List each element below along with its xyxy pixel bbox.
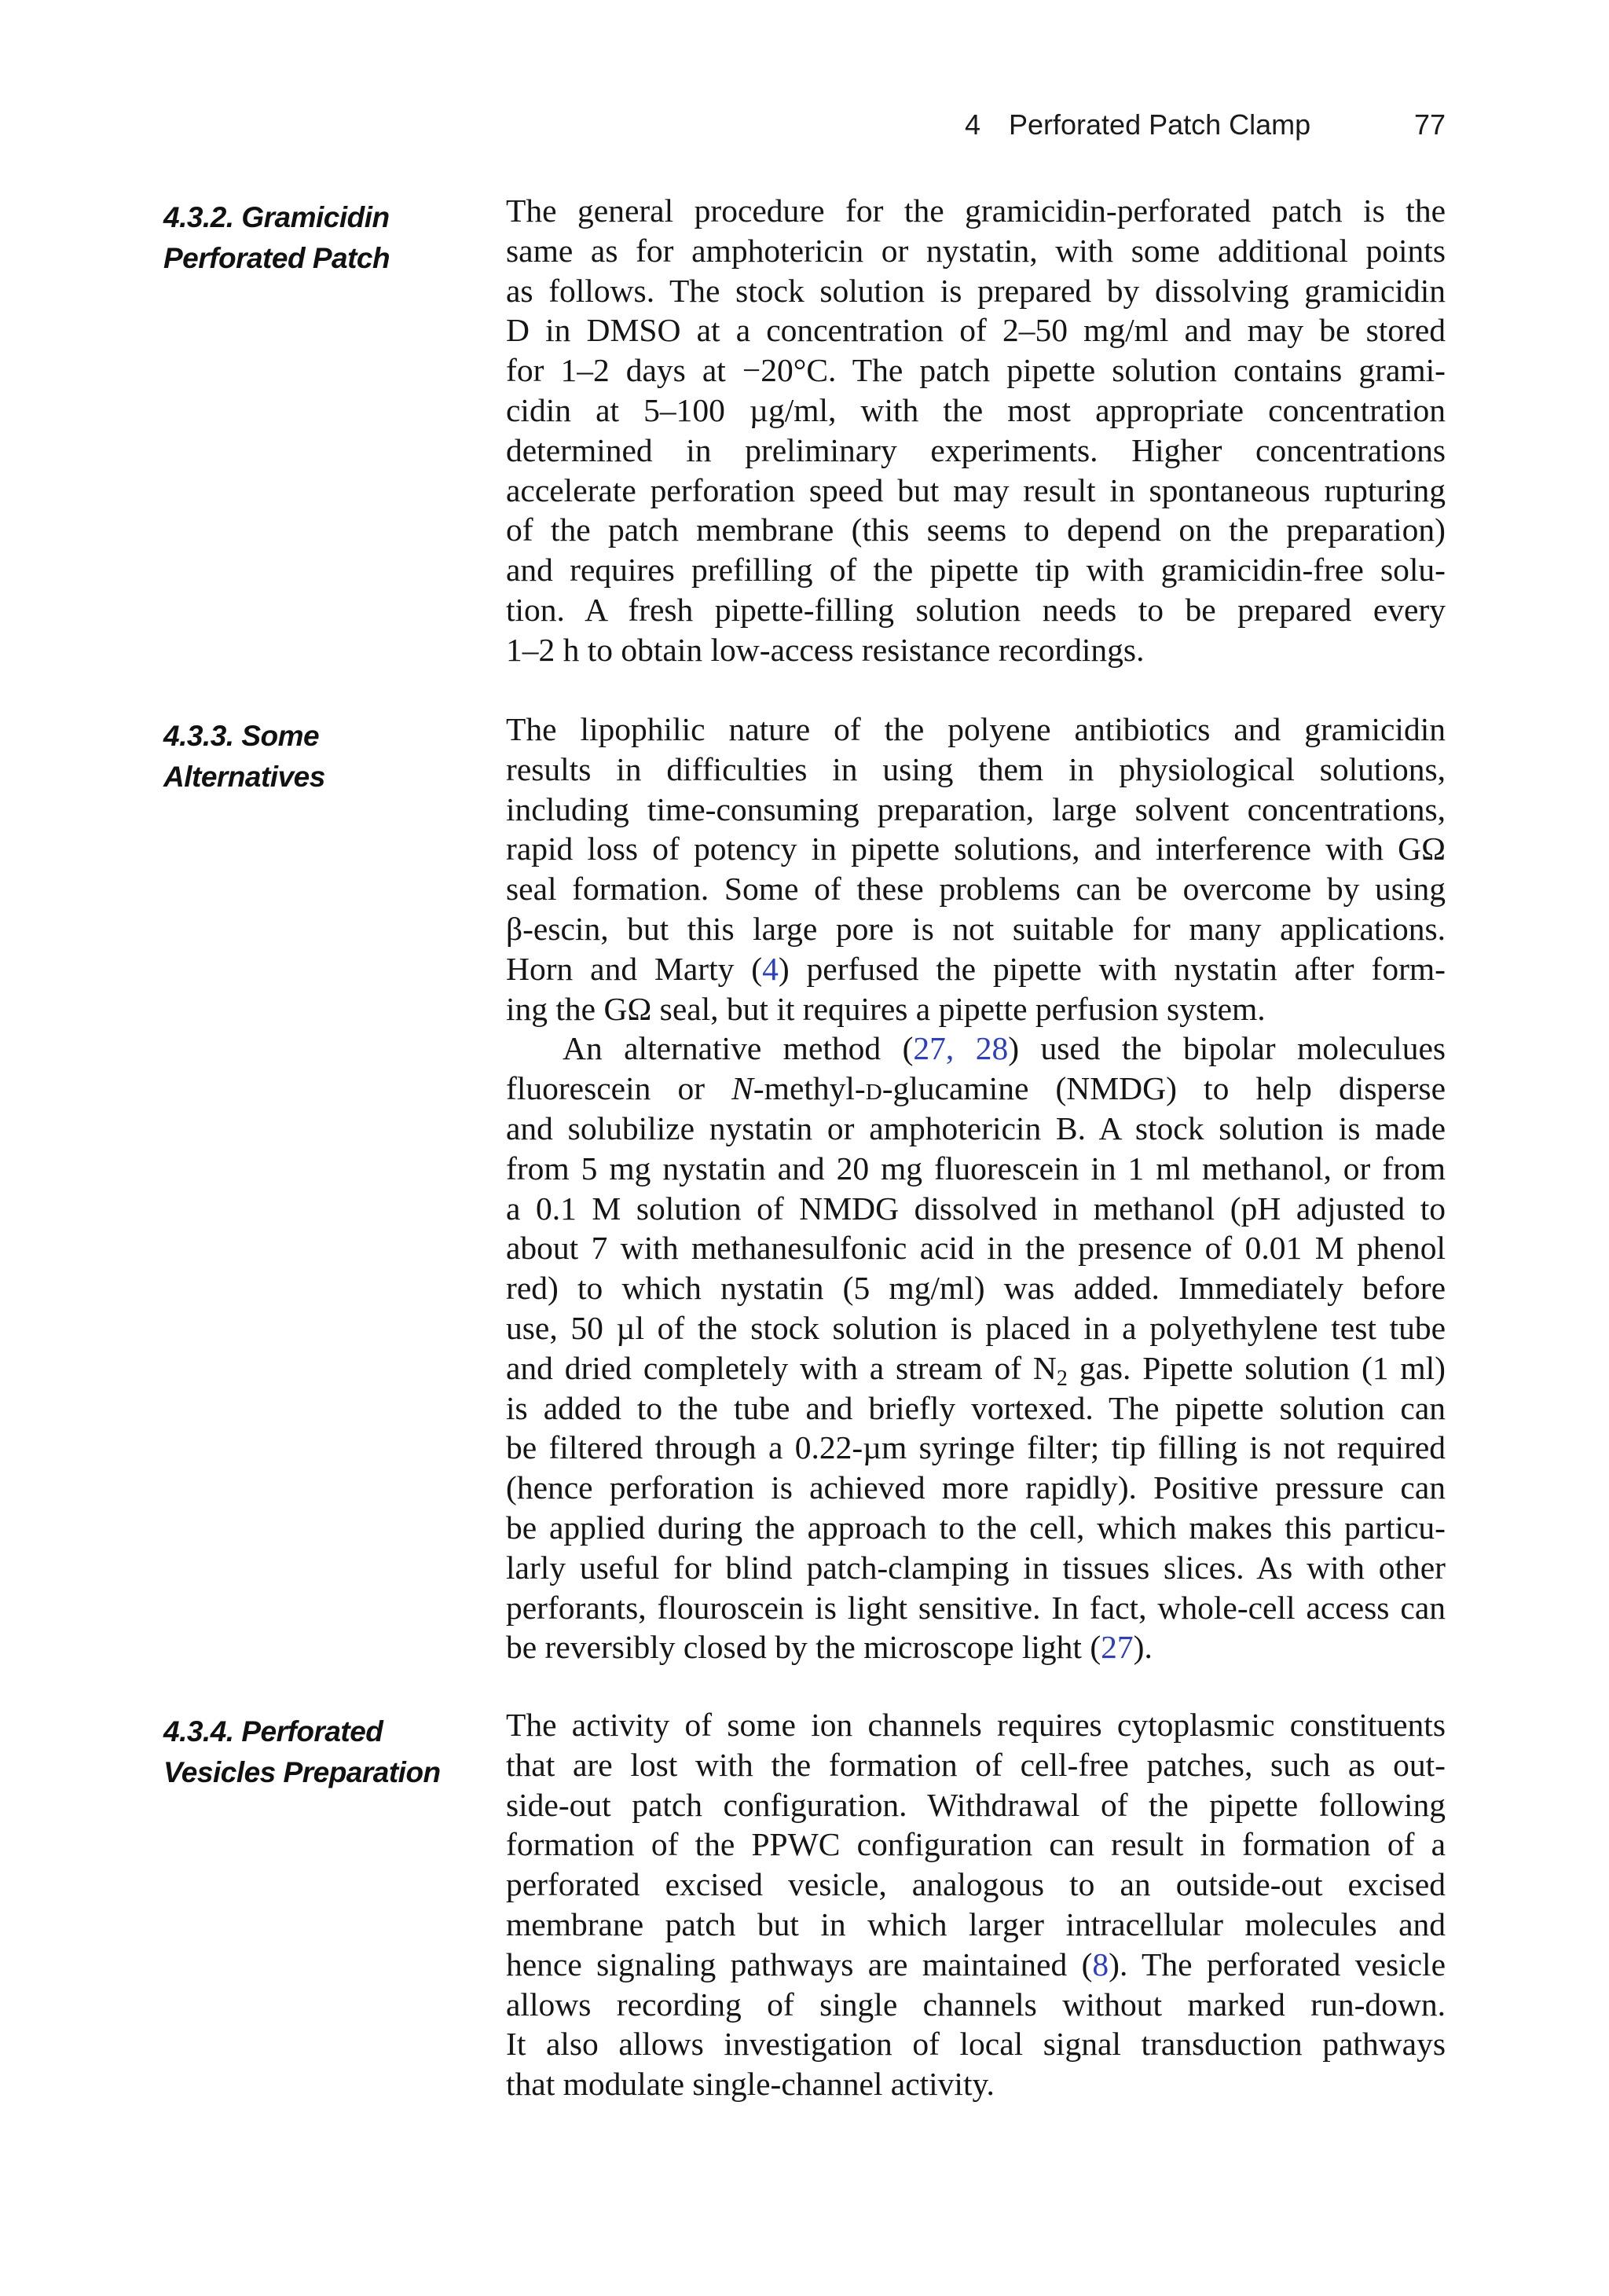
- running-head: [965, 108, 1446, 148]
- section-heading-line: 4.3.3. Some: [163, 720, 320, 752]
- text-line: accelerate perforation speed but may result in spontaneous rupturing: [506, 471, 1446, 508]
- text-line: 1–2 h to obtain low-access resistance recordings.: [506, 631, 1145, 668]
- text-line: that are lost with the formation of cell-free patches, such as out-: [506, 1746, 1446, 1783]
- text-line: be filtered through a 0.22-µm syringe filter; tip filling is not required: [506, 1429, 1446, 1466]
- citation-link[interactable]: 27, 28: [913, 1030, 1009, 1067]
- text-line: for 1–2 days at −20°C. The patch pipette solution contains grami-: [506, 352, 1446, 389]
- text-line: use, 50 µl of the stock solution is placed in a polyethylene test tube: [506, 1309, 1446, 1346]
- text-line: is added to the tube and briefly vortexed. The pipette solution can: [506, 1389, 1446, 1426]
- subscript: 2: [1056, 1366, 1068, 1391]
- chapter-title: Perforated Patch Clamp: [1009, 108, 1311, 141]
- text-line: side-out patch configuration. Withdrawal of the pipette following: [506, 1786, 1446, 1823]
- text-line: [506, 1945, 1446, 1985]
- text-segment: fluorescein or: [506, 1070, 732, 1107]
- text-line: ing the GΩ seal, but it requires a pipette perfusion system.: [506, 990, 1266, 1027]
- text-line: [506, 1069, 1446, 1109]
- section-heading: [163, 1711, 462, 1793]
- text-segment: ).: [1133, 1629, 1153, 1666]
- text-line: results in difficulties in using them in physiological solutions,: [506, 750, 1446, 787]
- text-segment: ) perfused the pipette with nystatin after form-: [778, 950, 1446, 987]
- text-segment: An alternative method (: [563, 1030, 914, 1067]
- section-heading-line: Alternatives: [163, 761, 325, 793]
- text-line: The lipophilic nature of the polyene antibiotics and gramicidin: [506, 711, 1446, 747]
- page-number: 77: [1413, 108, 1446, 141]
- chapter-number: 4: [965, 108, 981, 141]
- text-segment: -glucamine (NMDG) to help disperse: [881, 1070, 1446, 1107]
- text-segment: hence signaling pathways are maintained (: [506, 1946, 1093, 1982]
- text-segment-smallcaps: d: [865, 1070, 882, 1107]
- section-heading: [163, 716, 462, 798]
- citation-link[interactable]: 8: [1092, 1946, 1109, 1982]
- text-line: formation of the PPWC configuration can result in formation of a: [506, 1826, 1446, 1863]
- text-line: of the patch membrane (this seems to depend on the preparation): [506, 512, 1446, 548]
- text-line: determined in preliminary experiments. Higher concentrations: [506, 431, 1446, 468]
- text-line: membrane patch but in which larger intracellular molecules and: [506, 1905, 1446, 1942]
- text-segment-italic: N: [731, 1070, 753, 1107]
- text-segment: ) used the bipolar moleculues: [1008, 1030, 1446, 1067]
- text-line: from 5 mg nystatin and 20 mg fluorescein in 1 ml methanol, or from: [506, 1150, 1446, 1187]
- text-line: about 7 with methanesulfonic acid in the presence of 0.01 M phenol: [506, 1230, 1446, 1267]
- text-line: red) to which nystatin (5 mg/ml) was added. Immediately before: [506, 1270, 1446, 1307]
- text-line: [506, 949, 1446, 989]
- section-heading-line: 4.3.2. Gramicidin: [163, 201, 390, 233]
- text-segment: gas. Pipette solution (1 ml): [1067, 1349, 1446, 1386]
- text-line: It also allows investigation of local signal transduction pathways: [506, 2026, 1446, 2063]
- text-line: tion. A fresh pipette-filling solution needs to be prepared every: [506, 591, 1446, 628]
- text-line: The activity of some ion channels requires cytoplasmic constituents: [506, 1707, 1446, 1743]
- text-segment: and dried completely with a stream of N: [506, 1349, 1057, 1386]
- section-heading: [163, 197, 462, 279]
- citation-link[interactable]: 27: [1101, 1629, 1134, 1666]
- section-body: [506, 710, 1446, 1667]
- text-line: that modulate single-channel activity.: [506, 2066, 995, 2103]
- text-segment: Horn and Marty (: [506, 950, 763, 987]
- text-line: D in DMSO at a concentration of 2–50 mg/ml and may be stored: [506, 312, 1446, 349]
- section-heading-line: 4.3.4. Perforated: [163, 1715, 383, 1748]
- text-line: (hence perforation is achieved more rapidly). Positive pressure can: [506, 1469, 1446, 1506]
- text-line: cidin at 5–100 µg/ml, with the most appropriate concentration: [506, 391, 1446, 428]
- section-body: [506, 1705, 1446, 2104]
- text-line: [506, 1348, 1446, 1391]
- text-line: The general procedure for the gramicidin-perforated patch is the: [506, 193, 1446, 229]
- section-heading-line: Perforated Patch: [163, 242, 390, 274]
- text-line: be applied during the approach to the cell, which makes this particu-: [506, 1509, 1446, 1546]
- text-segment: ). The perforated vesicle: [1109, 1946, 1446, 1982]
- text-line: perforants, flouroscein is light sensitive. In fact, whole-cell access can: [506, 1589, 1446, 1626]
- text-line: [506, 1029, 1446, 1069]
- citation-link[interactable]: 4: [762, 950, 779, 987]
- text-line: and solubilize nystatin or amphotericin B. A stock solution is made: [506, 1109, 1446, 1146]
- text-line: seal formation. Some of these problems can be overcome by using: [506, 871, 1446, 908]
- section-body: [506, 191, 1446, 670]
- text-line: same as for amphotericin or nystatin, with some additional points: [506, 232, 1446, 269]
- text-line: β-escin, but this large pore is not suitable for many applications.: [506, 910, 1446, 947]
- text-segment: be reversibly closed by the microscope light (: [506, 1629, 1101, 1666]
- text-line: rapid loss of potency in pipette solutions, and interference with GΩ: [506, 831, 1446, 867]
- text-segment: -methyl-: [753, 1070, 866, 1107]
- text-line: larly useful for blind patch-clamping in tissues slices. As with other: [506, 1549, 1446, 1586]
- text-line: allows recording of single channels without marked run-down.: [506, 1986, 1446, 2023]
- text-line: a 0.1 M solution of NMDG dissolved in methanol (pH adjusted to: [506, 1190, 1446, 1227]
- text-line: as follows. The stock solution is prepared by dissolving gramicidin: [506, 272, 1446, 309]
- text-line: including time-consuming preparation, large solvent concentrations,: [506, 790, 1446, 827]
- text-line: [506, 1627, 1446, 1667]
- text-line: perforated excised vesicle, analogous to an outside-out excised: [506, 1866, 1446, 1903]
- section-heading-line: Vesicles Preparation: [163, 1756, 441, 1788]
- text-line: and requires prefilling of the pipette tip with gramicidin-free solu-: [506, 552, 1446, 589]
